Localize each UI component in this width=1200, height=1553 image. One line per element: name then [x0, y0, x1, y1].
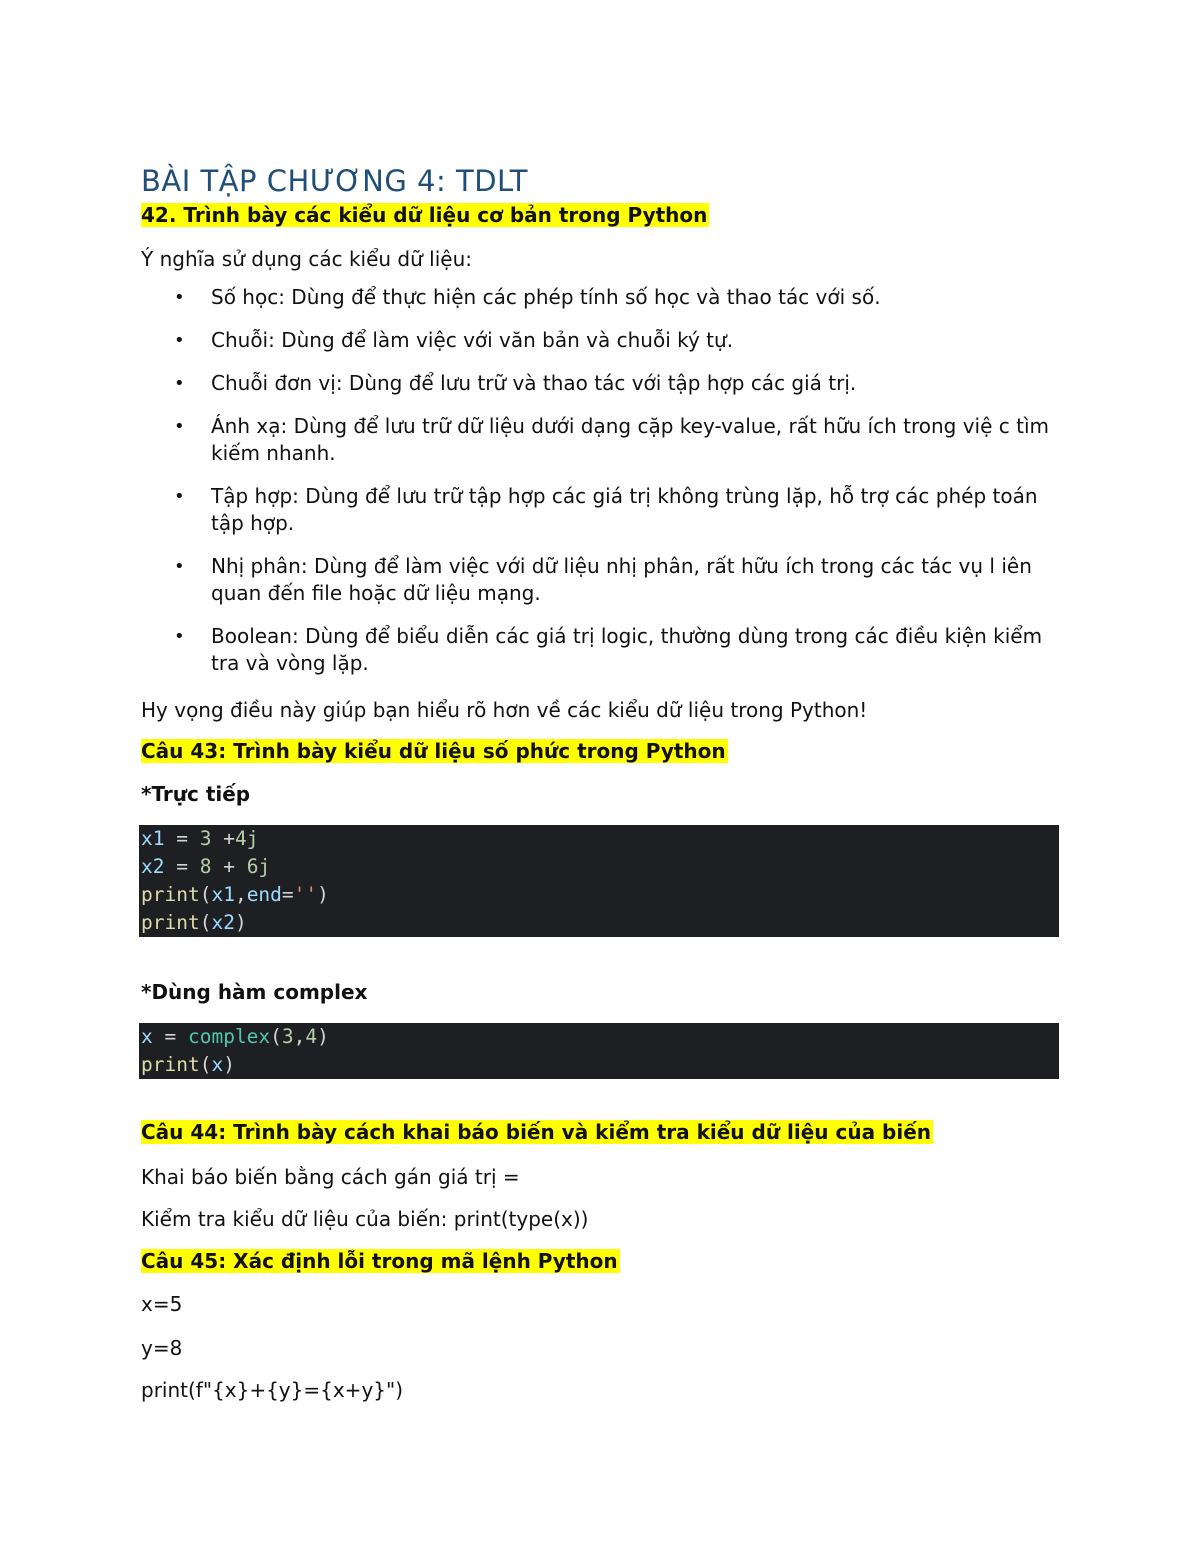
- list-item: • Chuỗi đơn vị: Dùng để lưu trữ và thao tác với tập hợp các giá trị.: [174, 371, 857, 395]
- list-item: • Ánh xạ: Dùng để lưu trữ dữ liệu dưới dạng cặp key-value, rất hữu ích trong việ c tìm kiếm nhanh.: [174, 414, 1049, 465]
- q44-line2: Kiểm tra kiểu dữ liệu của biến: print(type(x)): [141, 1207, 589, 1231]
- q44-heading-wrap: [141, 1120, 933, 1144]
- code-line: x1 = 3 +4j: [141, 827, 259, 850]
- q45-heading-wrap: [141, 1249, 620, 1273]
- bullet-icon: •: [174, 626, 185, 647]
- bullet-icon: •: [174, 330, 185, 351]
- q43-heading: Câu 43: Trình bày kiểu dữ liệu số phức trong Python: [141, 739, 726, 763]
- q44-heading: Câu 44: Trình bày cách khai báo biến và kiểm tra kiểu dữ liệu của biến: [141, 1120, 932, 1144]
- q44-line1: Khai báo biến bằng cách gán giá trị =: [141, 1165, 520, 1189]
- code-line: print(x): [141, 1053, 235, 1076]
- bullet-icon: •: [174, 287, 185, 308]
- code-line: x2 = 8 + 6j: [141, 855, 271, 878]
- q42-intro: Ý nghĩa sử dụng các kiểu dữ liệu:: [141, 247, 472, 271]
- q42-heading-wrap: [141, 203, 709, 227]
- q42-outro: Hy vọng điều này giúp bạn hiểu rõ hơn về các kiểu dữ liệu trong Python!: [141, 698, 868, 722]
- q45-line-print: print(f"{x}+{y}={x+y}"): [141, 1378, 404, 1402]
- q43-sub-direct: *Trực tiếp: [141, 782, 251, 806]
- code-block-complex: [139, 1023, 1059, 1079]
- q42-heading: 42. Trình bày các kiểu dữ liệu cơ bản trong Python: [141, 203, 708, 227]
- code-line: x = complex(3,4): [141, 1025, 329, 1048]
- page-title: BÀI TẬP CHƯƠNG 4: TDLT: [141, 164, 528, 198]
- list-item: • Số học: Dùng để thực hiện các phép tính số học và thao tác với số.: [174, 285, 881, 309]
- bullet-icon: •: [174, 486, 185, 507]
- list-item: • Boolean: Dùng để biểu diễn các giá trị logic, thường dùng trong các điều kiện kiểm tra và vòng lặp.: [174, 624, 1043, 675]
- code-block-direct: [139, 825, 1059, 937]
- list-item: • Tập hợp: Dùng để lưu trữ tập hợp các giá trị không trùng lặp, hỗ trợ các phép toán tập hợp.: [174, 484, 1038, 535]
- q43-heading-wrap: [141, 739, 728, 763]
- data-type-list: [141, 284, 1059, 693]
- q45-line-x: x=5: [141, 1292, 183, 1316]
- q43-sub-complex: *Dùng hàm complex: [141, 980, 368, 1004]
- q45-line-y: y=8: [141, 1336, 183, 1360]
- q45-heading: Câu 45: Xác định lỗi trong mã lệnh Python: [141, 1249, 618, 1273]
- bullet-icon: •: [174, 373, 185, 394]
- code-line: print(x1,end=''): [141, 883, 329, 906]
- code-line: print(x2): [141, 911, 247, 934]
- list-item: • Nhị phân: Dùng để làm việc với dữ liệu nhị phân, rất hữu ích trong các tác vụ l iên quan đến file hoặc dữ liệu mạng.: [174, 554, 1032, 605]
- bullet-icon: •: [174, 556, 185, 577]
- bullet-icon: •: [174, 416, 185, 437]
- list-item: • Chuỗi: Dùng để làm việc với văn bản và chuỗi ký tự.: [174, 328, 734, 352]
